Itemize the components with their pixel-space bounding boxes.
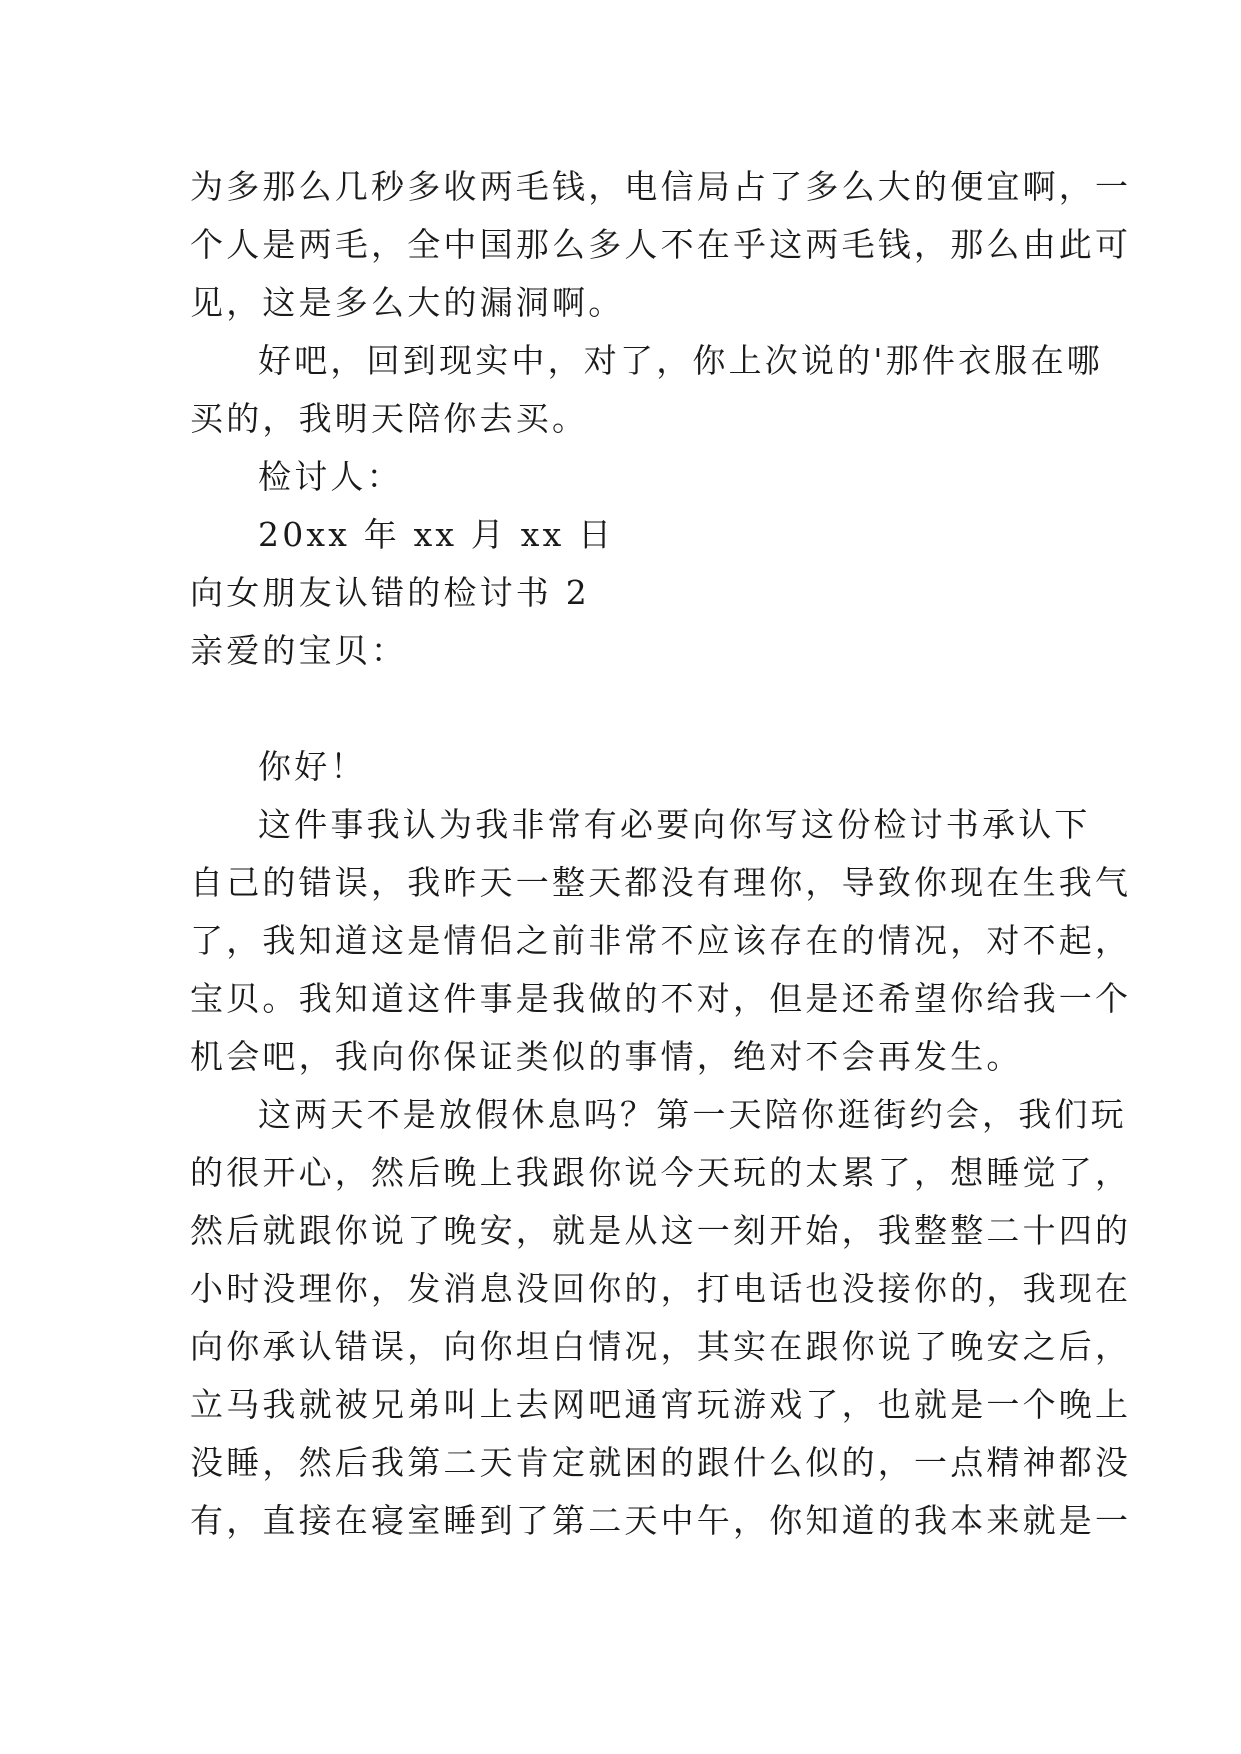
paragraph-line: 小时没理你，发消息没回你的，打电话也没接你的，我现在 bbox=[190, 1269, 1132, 1308]
paragraph-line: 的很开心，然后晚上我跟你说今天玩的太累了，想睡觉了， bbox=[190, 1153, 1132, 1192]
text-block-previous-letter-end bbox=[190, 158, 1132, 680]
paragraph-line: 立马我就被兄弟叫上去网吧通宵玩游戏了，也就是一个晚上 bbox=[190, 1385, 1132, 1424]
date-line: 20xx 年 xx 月 xx 日 bbox=[258, 515, 615, 554]
paragraph-line: 了，我知道这是情侣之前非常不应该存在的情况，对不起， bbox=[190, 921, 1132, 960]
paragraph-line: 机会吧，我向你保证类似的事情，绝对不会再发生。 bbox=[190, 1037, 1023, 1076]
paragraph-line: 没睡，然后我第二天肯定就困的跟什么似的，一点精神都没 bbox=[190, 1443, 1132, 1482]
text-block-letter-body bbox=[190, 738, 1132, 1550]
paragraph-line: 买的，我明天陪你去买。 bbox=[190, 399, 589, 438]
paragraph-line: 这两天不是放假休息吗？第一天陪你逛街约会，我们玩 bbox=[258, 1095, 1127, 1134]
paragraph-line: 见，这是多么大的漏洞啊。 bbox=[190, 283, 625, 322]
paragraph-line: 个人是两毛，全中国那么多人不在乎这两毛钱，那么由此可 bbox=[190, 225, 1132, 264]
paragraph-line: 为多那么几秒多收两毛钱，电信局占了多么大的便宜啊，一 bbox=[190, 167, 1132, 206]
paragraph-line: 宝贝。我知道这件事是我做的不对，但是还希望你给我一个 bbox=[190, 979, 1132, 1018]
paragraph-line: 好吧，回到现实中，对了，你上次说的'那件衣服在哪 bbox=[258, 341, 1103, 380]
paragraph-line: 向你承认错误，向你坦白情况，其实在跟你说了晚安之后， bbox=[190, 1327, 1132, 1366]
signature-label: 检讨人： bbox=[258, 457, 403, 496]
paragraph-line: 自己的错误，我昨天一整天都没有理你，导致你现在生我气 bbox=[190, 863, 1132, 902]
greeting: 你好！ bbox=[258, 747, 367, 786]
section-heading: 向女朋友认错的检讨书 2 bbox=[190, 573, 590, 612]
salutation: 亲爱的宝贝： bbox=[190, 631, 408, 670]
paragraph-line: 然后就跟你说了晚安，就是从这一刻开始，我整整二十四的 bbox=[190, 1211, 1132, 1250]
paragraph-line: 有，直接在寝室睡到了第二天中午，你知道的我本来就是一 bbox=[190, 1501, 1132, 1540]
paragraph-line: 这件事我认为我非常有必要向你写这份检讨书承认下 bbox=[258, 805, 1091, 844]
